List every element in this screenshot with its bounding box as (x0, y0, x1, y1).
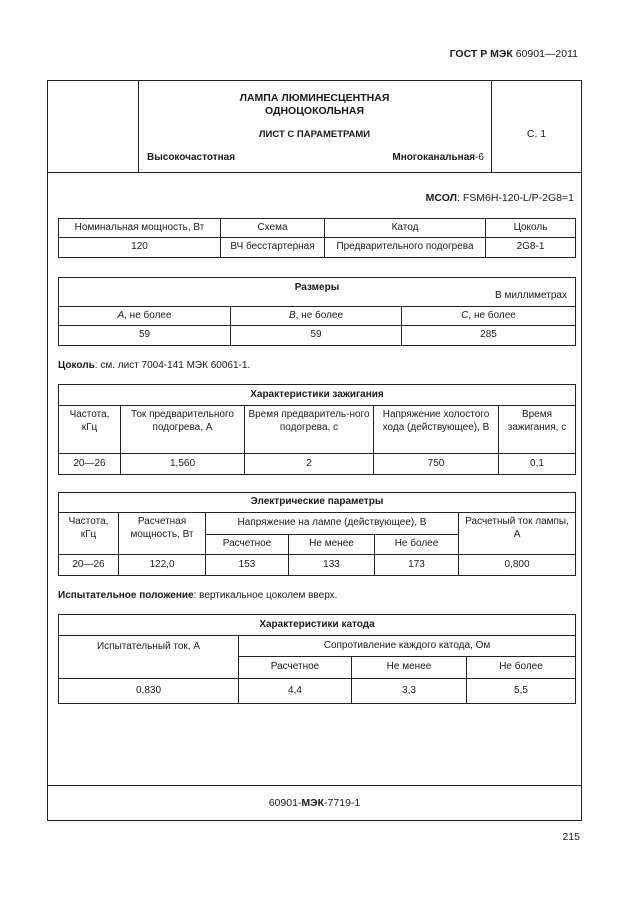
table-row (59, 555, 576, 576)
sheet-code-prefix: 60901- (268, 797, 302, 809)
table-cell: 120 (59, 238, 221, 258)
table-header-row (59, 219, 576, 238)
table-cell: 20—26 (59, 454, 121, 475)
table-cell: 0,830 (59, 679, 239, 704)
header-cell: Время зажигания, с (499, 406, 576, 454)
table-cell: 20—26 (59, 555, 119, 576)
header-cell: Катод (325, 219, 486, 238)
header-cell: Номинальная мощность, Вт (59, 219, 221, 238)
basic-params-table (58, 218, 576, 258)
header-cell: Цоколь (486, 219, 576, 238)
dimension-label: , не более (124, 309, 172, 321)
table-cell: 1,560 (121, 454, 245, 475)
msol-code (426, 192, 574, 204)
electrical-title: Электрические параметры (59, 493, 576, 513)
header-cell (231, 307, 402, 326)
table-cell: 173 (375, 555, 459, 576)
test-position-note (58, 590, 337, 601)
table-cell: 59 (231, 326, 402, 346)
header-cell: Схема (221, 219, 325, 238)
header-cell: Напряжение холостого хода (действующее), В (374, 406, 499, 454)
header-cell: Частота, кГц (59, 513, 119, 555)
cap-note-text: : см. лист 7004-141 МЭК 60061-1. (94, 360, 251, 371)
ignition-title: Характеристики зажигания (59, 385, 576, 406)
msol-value: : FSM6H-120-L/P-2G8=1 (456, 192, 574, 204)
ignition-table (58, 384, 576, 475)
cathode-table (58, 614, 576, 704)
table-title-row (59, 278, 576, 307)
table-cell: 59 (59, 326, 231, 346)
sheet-title: ЛИСТ С ПАРАМЕТРАМИ (258, 129, 371, 140)
standard-reference (450, 48, 578, 60)
table-cell: 4,4 (239, 679, 352, 704)
header-cell: Не менее (289, 535, 375, 555)
table-title-row (59, 615, 576, 636)
table-cell: 285 (402, 326, 576, 346)
test-position-text: : вертикальное цоколем вверх. (193, 590, 338, 601)
table-row (59, 454, 576, 475)
header-cell: Расчетный ток лампы, А (459, 513, 576, 555)
electrical-table (58, 492, 576, 576)
header-cell: Сопротивление каждого катода, Ом (239, 636, 576, 657)
page-number: 215 (562, 831, 580, 843)
table-title-row (59, 493, 576, 513)
table-row (59, 326, 576, 346)
table-header-row (59, 636, 576, 657)
high-frequency-label: Высокочастотная (147, 152, 236, 163)
dimension-letter: А (117, 309, 125, 321)
dimensions-table (58, 277, 576, 346)
dimension-letter: С (461, 309, 469, 321)
header-cell: Напряжение на лампе (действующее), В (206, 513, 459, 535)
table-cell: Предварительного подогрева (325, 238, 486, 258)
header-cell: Расчетное (239, 657, 352, 679)
header-divider-bottom (47, 172, 582, 173)
table-cell: 122,0 (119, 555, 206, 576)
table-header-row (59, 406, 576, 454)
dimensions-title-cell (59, 278, 576, 307)
cap-note-label: Цоколь (58, 360, 95, 371)
cap-note (58, 360, 250, 371)
dimension-label: , не более (468, 309, 516, 321)
table-cell: 5,5 (467, 679, 576, 704)
table-cell: 2G8-1 (486, 238, 576, 258)
header-cell: Испытательный ток, А (59, 636, 239, 679)
table-row (59, 679, 576, 704)
sheet-code (47, 797, 582, 809)
table-cell: 0,800 (459, 555, 576, 576)
table-cell: 3,3 (352, 679, 467, 704)
sheet-code-suffix: -7719-1 (324, 797, 361, 809)
table-row (59, 238, 576, 258)
lamp-title-line2: ОДНОЦОКОЛЬНАЯ (264, 105, 365, 117)
table-cell: 2 (245, 454, 374, 475)
multichannel-label (392, 152, 484, 163)
table-cell: ВЧ бесстартерная (221, 238, 325, 258)
header-cell (59, 307, 231, 326)
table-cell: 133 (289, 555, 375, 576)
header-divider-right (491, 80, 492, 172)
header-cell (402, 307, 576, 326)
dimensions-title: Размеры (294, 282, 340, 293)
lamp-title-line1: ЛАМПА ЛЮМИНЕСЦЕНТНАЯ (239, 92, 390, 104)
dimension-label: , не более (295, 309, 344, 321)
header-cell: Не менее (352, 657, 467, 679)
standard-number: 60901—2011 (512, 48, 578, 60)
sheet-code-org: МЭК (301, 797, 325, 809)
header-cell: Расчетное (206, 535, 289, 555)
multichannel-label-text: Многоканальная (392, 152, 476, 163)
table-title-row (59, 385, 576, 406)
header-cell: Не более (375, 535, 459, 555)
table-cell: 750 (374, 454, 499, 475)
msol-label: МСОЛ (425, 192, 457, 204)
header-cell: Не более (467, 657, 576, 679)
header-cell: Расчетная мощность, Вт (119, 513, 206, 555)
standard-code: ГОСТ Р МЭК (449, 48, 513, 60)
table-cell: 0,1 (499, 454, 576, 475)
test-position-label: Испытательное положение (58, 590, 194, 601)
header-cell: Ток предварительного подогрева, А (121, 406, 245, 454)
table-header-row (59, 307, 576, 326)
cathode-title: Характеристики катода (59, 615, 576, 636)
page-ref: С. 1 (526, 128, 547, 140)
dimension-letter: В (288, 309, 296, 321)
lamp-title (138, 92, 491, 118)
footer-divider (47, 785, 582, 786)
multichannel-label-suffix: -6 (475, 152, 484, 163)
header-cell: Время предваритель-ного подогрева, с (245, 406, 374, 454)
header-cell: Частота, кГц (59, 406, 121, 454)
table-header-row (59, 513, 576, 535)
table-cell: 153 (206, 555, 289, 576)
dimensions-unit: В миллиметрах (495, 290, 567, 301)
